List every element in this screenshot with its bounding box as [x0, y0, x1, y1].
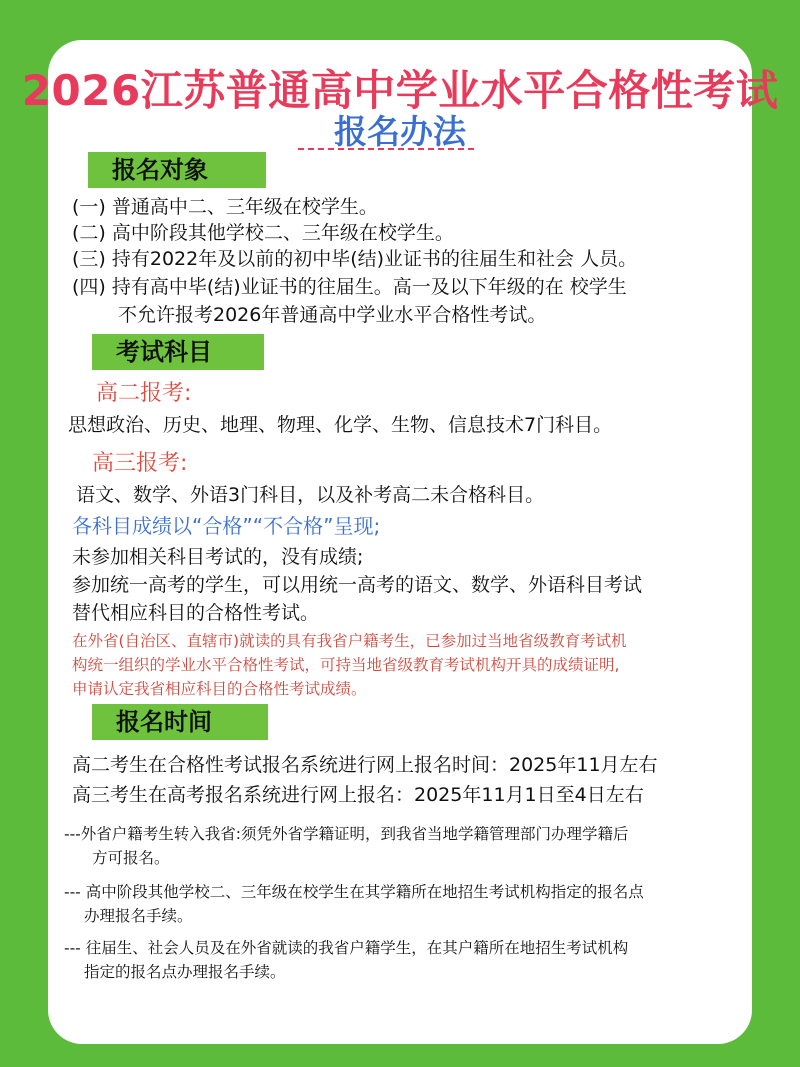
eligibility-item-3: (三) 持有2022年及以前的初中毕(结)业证书的往届生和社会 人员。 [72, 248, 638, 270]
section-heading-subjects: 考试科目 [92, 334, 264, 370]
out-of-province-note-3: 申请认定我省相应科目的合格性考试成绩。 [72, 680, 367, 698]
grade3-label: 高三报考: [92, 451, 188, 476]
gaokao-substitute-line-1: 参加统一高考的学生，可以用统一高考的语文、数学、外语科目考试 [72, 574, 643, 596]
timing-note-1-cont: 方可报名。 [92, 849, 170, 867]
subtitle-underline [298, 148, 474, 150]
timing-grade3: 高三考生在高考报名系统进行网上报名：2025年11月1日至4日左右 [72, 784, 644, 806]
no-score-note: 未参加相关科目考试的，没有成绩; [72, 546, 364, 568]
timing-note-3-cont: 指定的报名点办理报名手续。 [84, 963, 286, 981]
page-subtitle: 报名办法 [334, 112, 466, 151]
timing-grade2: 高二考生在合格性考试报名系统进行网上报名时间：2025年11月左右 [72, 754, 658, 776]
eligibility-item-2: (二) 高中阶段其他学校二、三年级在校学生。 [72, 222, 454, 244]
out-of-province-note-1: 在外省(自治区、直辖市)就读的具有我省户籍考生，已参加过当地省级教育考试机 [72, 632, 627, 650]
grade2-label: 高二报考: [96, 381, 192, 406]
section-heading-timing: 报名时间 [92, 704, 268, 740]
eligibility-item-4: (四) 持有高中毕(结)业证书的往届生。高一及以下年级的在 校学生 [72, 276, 627, 298]
timing-note-3: --- 往届生、社会人员及在外省就读的我省户籍学生，在其户籍所在地招生考试机构 [64, 939, 629, 957]
gaokao-substitute-line-2: 替代相应科目的合格性考试。 [72, 602, 320, 624]
grade2-subjects: 思想政治、历史、地理、物理、化学、生物、信息技术7门科目。 [68, 414, 613, 436]
timing-note-2: --- 高中阶段其他学校二、三年级在校学生在其学籍所在地招生考试机构指定的报名点 [64, 883, 644, 901]
timing-note-1: ---外省户籍考生转入我省:须凭外省学籍证明，到我省当地学籍管理部门办理学籍后 [64, 825, 629, 843]
page-title: 2026江苏普通高中学业水平合格性考试 [21, 66, 779, 115]
out-of-province-note-2: 构统一组织的学业水平合格性考试，可持当地省级教育考试机构开具的成绩证明, [72, 656, 620, 674]
eligibility-item-1: (一) 普通高中二、三年级在校学生。 [72, 196, 378, 218]
eligibility-item-4-cont: 不允许报考2026年普通高中学业水平合格性考试。 [118, 304, 547, 326]
section-heading-eligibility: 报名对象 [88, 152, 266, 188]
timing-note-2-cont: 办理报名手续。 [84, 907, 193, 925]
result-note: 各科目成绩以“合格”“不合格”呈现; [72, 514, 381, 538]
grade3-subjects: 语文、数学、外语3门科目，以及补考高二未合格科目。 [76, 484, 545, 506]
